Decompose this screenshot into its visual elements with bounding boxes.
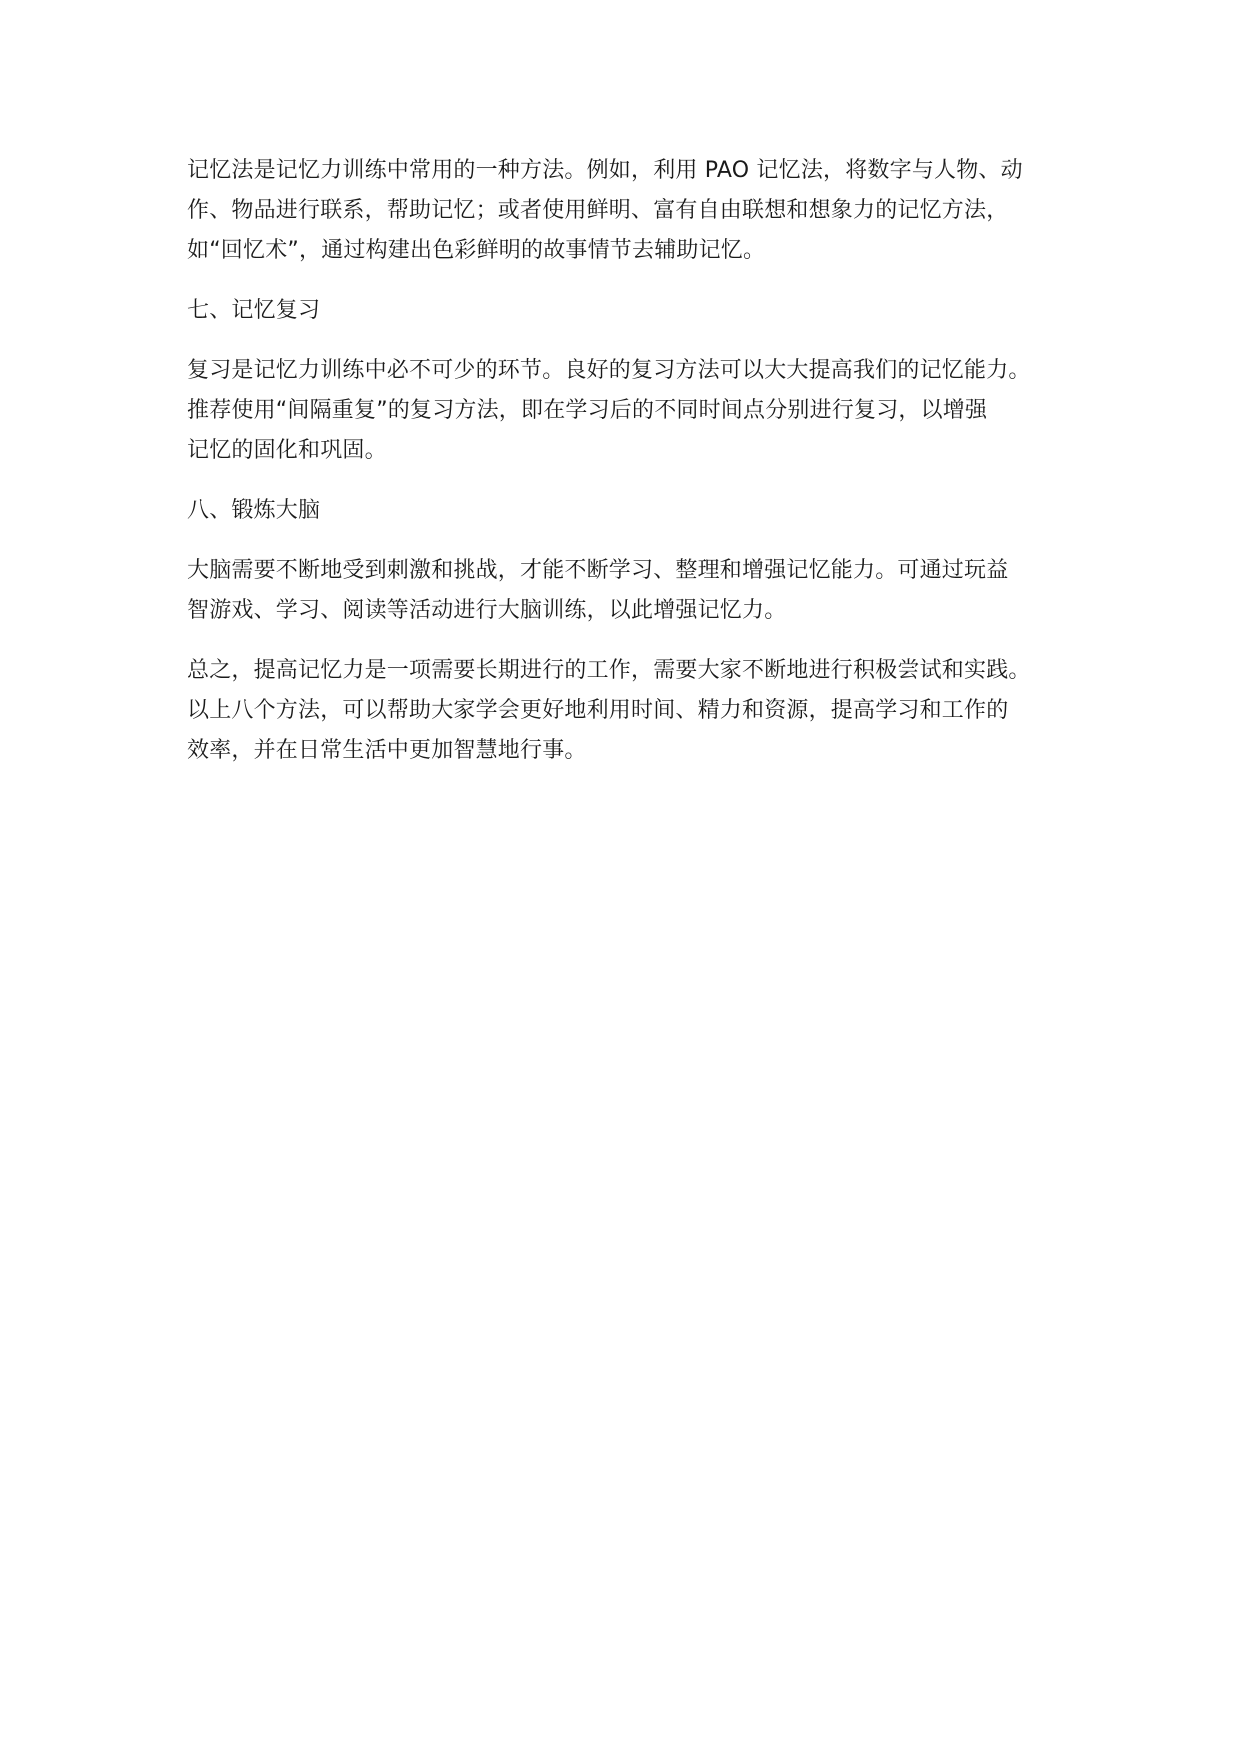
text-line: 效率，并在日常生活中更加智慧地行事。: [187, 738, 587, 763]
paragraph-memory-methods: [187, 151, 1067, 271]
paragraph-brain-training: [187, 551, 1067, 631]
text-line: 记忆的固化和巩固。: [187, 438, 387, 463]
text-line: 总之，提高记忆力是一项需要长期进行的工作，需要大家不断地进行积极尝试和实践。: [187, 658, 1031, 683]
section-heading-7: [187, 291, 1067, 331]
section-heading-8: [187, 491, 1067, 531]
paragraph-review: [187, 351, 1067, 471]
text-line: 复习是记忆力训练中必不可少的环节。良好的复习方法可以大大提高我们的记忆能力。: [187, 358, 1031, 383]
text-line: 如“回忆术”，通过构建出色彩鲜明的故事情节去辅助记忆。: [187, 238, 766, 263]
heading-text: 七、记忆复习: [187, 298, 321, 323]
text-line: 作、物品进行联系，帮助记忆；或者使用鲜明、富有自由联想和想象力的记忆方法，: [187, 198, 1009, 223]
heading-text: 八、锻炼大脑: [187, 498, 321, 523]
text-line: 推荐使用“间隔重复”的复习方法，即在学习后的不同时间点分别进行复习，以增强: [187, 398, 988, 423]
text-line: 智游戏、学习、阅读等活动进行大脑训练，以此增强记忆力。: [187, 598, 787, 623]
text-line: 大脑需要不断地受到刺激和挑战，才能不断学习、整理和增强记忆能力。可通过玩益: [187, 558, 1009, 583]
paragraph-summary: [187, 651, 1067, 771]
document-body: [187, 151, 1067, 791]
text-line: 以上八个方法，可以帮助大家学会更好地利用时间、精力和资源，提高学习和工作的: [187, 698, 1009, 723]
text-line: 记忆法是记忆力训练中常用的一种方法。例如，利用 PAO 记忆法，将数字与人物、动: [187, 158, 1023, 183]
